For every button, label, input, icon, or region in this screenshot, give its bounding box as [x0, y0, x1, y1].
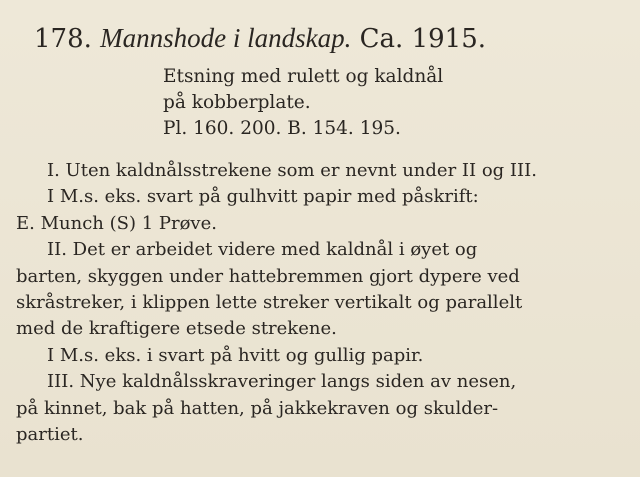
technique-block — [163, 64, 603, 142]
state-text-line: I M.s. eks. i svart på hvitt og gullig papir. — [47, 344, 424, 366]
state-text-line: skråstreker, i klippen lette streker vertikalt og parallelt — [16, 292, 523, 314]
state-text-line: III. Nye kaldnålsskraveringer langs siden av nesen, — [47, 371, 517, 393]
entry-number: 178. — [34, 24, 92, 54]
entry-date: Ca. 1915. — [359, 24, 487, 54]
states-description — [16, 158, 576, 448]
state-text-line: I. Uten kaldnålsstrekene som er nevnt under II og III. — [47, 160, 537, 181]
state-text-line: barten, skyggen under hattebremmen gjort dypere ved — [16, 265, 520, 287]
plate-dimensions: Pl. 160. 200. B. 154. 195. — [163, 118, 401, 139]
state-text-line: partiet. — [16, 424, 84, 446]
state-text-line: II. Det er arbeidet videre med kaldnål i øyet og — [47, 239, 478, 261]
entry-title: Mannshode i landskap. — [100, 23, 352, 53]
state-text-line: med de kraftigere etsede strekene. — [16, 318, 337, 340]
state-text-line: I M.s. eks. svart på gulhvitt papir med påskrift: — [47, 186, 479, 208]
state-text-line: E. Munch (S) 1 Prøve. — [16, 212, 217, 234]
technique-line: Etsning med rulett og kaldnål — [163, 66, 444, 87]
entry-heading — [34, 22, 624, 55]
state-text-line: på kinnet, bak på hatten, på jakkekraven og skulder- — [16, 397, 499, 419]
technique-line: på kobberplate. — [163, 92, 311, 113]
